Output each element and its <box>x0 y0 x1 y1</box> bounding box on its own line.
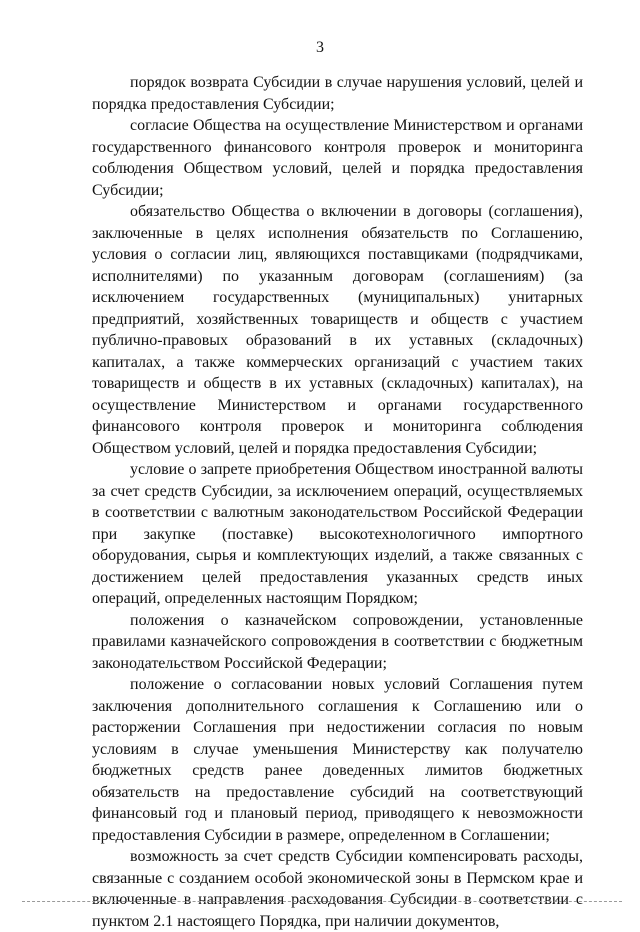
paragraph-consent-to-audit: согласие Общества на осуществление Министерством и органами государственного финансового контроля проверок и мониторинга соблюдения Обществом условий, целей и порядка предоставления Субсидии; <box>92 117 583 199</box>
paragraph-agreement-changes: положение о согласовании новых условий Соглашения путем заключения дополнительного соглашения к Соглашению или о расторжении Соглашения при недостижении согласия по новым условиям в случае уменьшения Министерству как получателю бюджетных средств ранее доведенных лимитов бюджетных обязательств на предоставление субсидий на соответствующий финансовый год и плановый период, приводящего к невозможности предоставления Субсидии в размере, определенном в Соглашении; <box>92 676 583 844</box>
scan-edge-divider <box>22 901 622 903</box>
paragraph-currency-ban: условие о запрете приобретения Обществом иностранной валюты за счет средств Субсидии, за исключением операций, осуществляемых в соответствии с валютным законодательством Российской Федерации при закупке (поставке) высокотехнологичного импортного оборудования, сырья и комплектующих изделий, а также связанных с достижением целей предоставления указанных средств иных операций, определенных настоящим Порядком; <box>92 461 583 607</box>
paragraph-expense-compensation: возможность за счет средств Субсидии компенсировать расходы, связанные с созданием особой экономической зоны в Пермском крае и включенные в направления расходования Субсидии в соответствии с пунктом 2.1 настоящего Порядка, при наличии документов, <box>92 848 583 930</box>
paragraph-refund-procedure: порядок возврата Субсидии в случае нарушения условий, целей и порядка предоставления Субсидии; <box>92 74 583 113</box>
paragraph-treasury-support: положения о казначейском сопровождении, установленные правилами казначейского сопровождения в соответствии с бюджетным законодательством Российской Федерации; <box>92 611 583 672</box>
page-number: 3 <box>316 39 324 56</box>
paragraph-contractor-obligation: обязательство Общества о включении в договоры (соглашения), заключенные в целях исполнения обязательств по Соглашению, условия о согласии лиц, являющихся поставщиками (подрядчиками, исполнителями) по указанным договорам (соглашениям) (за исключением государственных (муниципальных) унитарных предприятий, хозяйственных товариществ и обществ с участием публично-правовых образований в их уставных (складочных) капиталах, а также коммерческих организаций с участием таких товариществ и обществ в их уставных (складочных) капиталах), на осуществление Министерством и органами государственного финансового контроля проверок и мониторинга соблюдения Обществом условий, целей и порядка предоставления Субсидии; <box>92 203 583 457</box>
document-body <box>92 72 583 932</box>
